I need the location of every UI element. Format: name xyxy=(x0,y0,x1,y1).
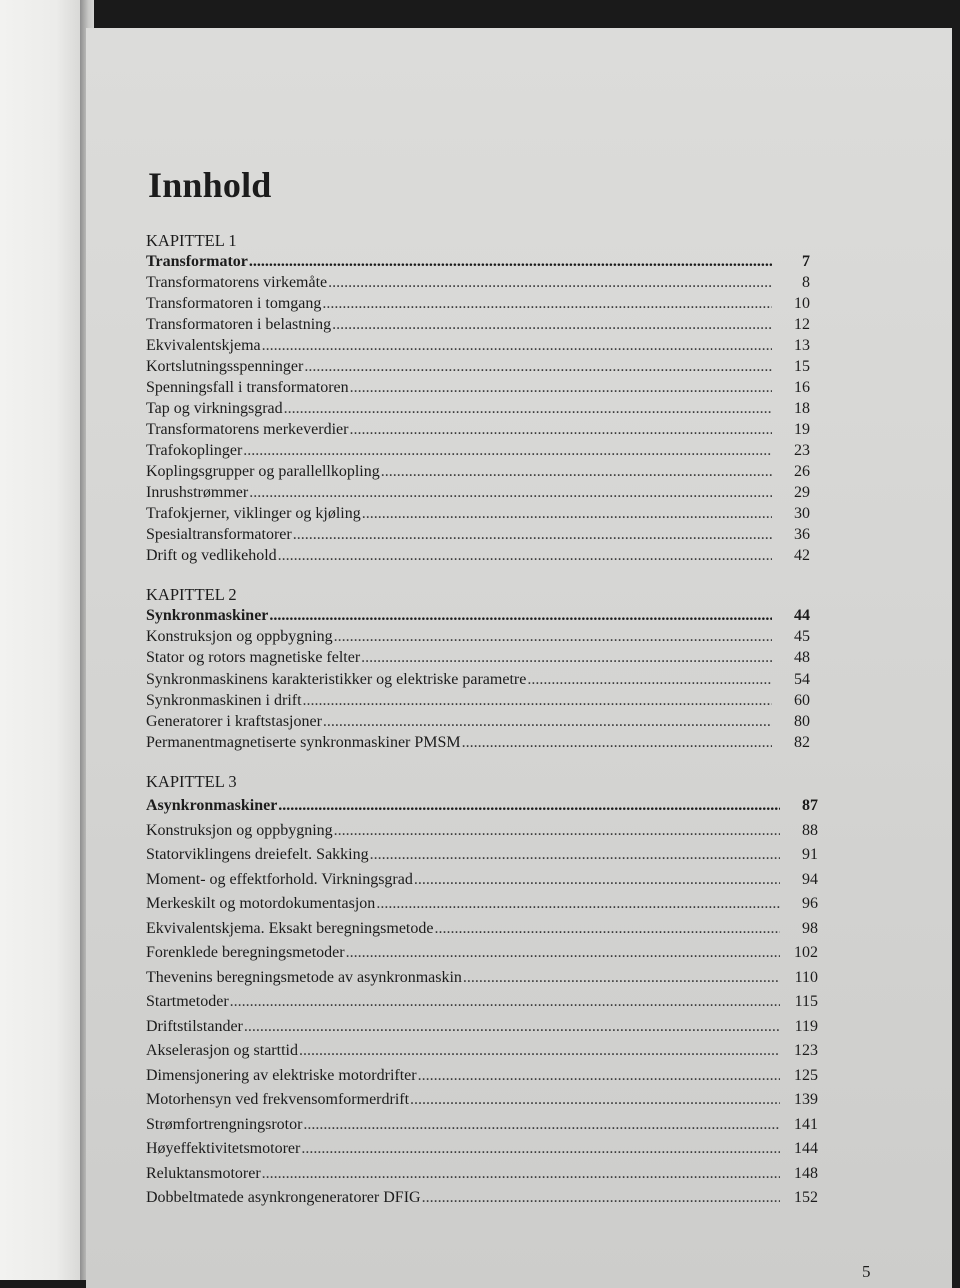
toc-entry-page: 26 xyxy=(794,463,810,480)
dot-leader xyxy=(346,944,780,962)
toc-entry xyxy=(146,1018,818,1036)
toc-entry-page: 10 xyxy=(794,295,810,312)
dot-leader xyxy=(332,316,772,334)
dot-leader xyxy=(361,649,772,667)
dot-leader xyxy=(269,607,772,625)
toc-entry xyxy=(146,421,810,439)
toc-entry xyxy=(146,379,810,397)
toc-entry-title: Startmetoder xyxy=(146,993,229,1010)
toc-entry xyxy=(146,358,810,376)
toc-entry xyxy=(146,1042,818,1060)
dot-leader xyxy=(293,526,772,544)
toc-entry xyxy=(146,295,810,313)
toc-entry-page: 23 xyxy=(794,442,810,459)
dot-leader xyxy=(376,895,780,913)
toc-entry xyxy=(146,337,810,355)
toc-entry-title: Dobbeltmatede asynkrongeneratorer DFIG xyxy=(146,1189,421,1206)
toc-entry-title: Stator og rotors magnetiske felter xyxy=(146,649,361,667)
toc-entry-page: 91 xyxy=(802,846,818,863)
dot-leader xyxy=(278,797,780,815)
toc-entry-title: Merkeskilt og motordokumentasjon xyxy=(146,895,376,912)
toc-entry-page: 18 xyxy=(794,400,810,417)
toc-entry-title: Konstruksjon og oppbygning xyxy=(146,628,333,646)
dot-leader xyxy=(381,463,772,481)
toc-entry xyxy=(146,649,810,667)
toc-entry xyxy=(146,316,810,334)
toc-entry-page: 48 xyxy=(794,649,810,667)
toc-entry-page: 125 xyxy=(794,1066,818,1084)
toc-entry-title: Ekvivalentskjema xyxy=(146,337,261,354)
dot-leader xyxy=(262,337,772,355)
toc-entry-page: 141 xyxy=(794,1115,818,1133)
toc-entry-title: Asynkronmaskiner xyxy=(146,797,278,814)
toc-entry-title: Trafokoplinger xyxy=(146,442,243,459)
toc-entry xyxy=(146,671,810,689)
toc-entry-title: Ekvivalentskjema. Eksakt beregningsmetode xyxy=(146,919,434,937)
toc-entry-page: 148 xyxy=(794,1164,818,1182)
dot-leader xyxy=(249,484,772,502)
toc-entry-title: Permanentmagnetiserte synkronmaskiner PMSM xyxy=(146,734,461,752)
toc-entry-title: Generatorer i kraftstasjoner xyxy=(146,713,322,730)
toc-entry xyxy=(146,1140,818,1158)
toc-entry-page: 119 xyxy=(794,1017,818,1035)
toc-entry-page: 87 xyxy=(802,797,818,814)
toc-entry xyxy=(146,713,810,731)
toc-entry-page: 144 xyxy=(794,1140,818,1157)
toc-entry xyxy=(146,1116,818,1134)
dot-leader xyxy=(410,1091,780,1109)
dot-leader xyxy=(303,1116,780,1134)
dot-leader xyxy=(462,734,772,752)
toc-entry-page: 30 xyxy=(794,505,810,522)
dot-leader xyxy=(334,822,780,840)
toc-entry xyxy=(146,734,810,752)
toc-entry-page: 44 xyxy=(794,607,810,624)
toc-entry-title: Koplingsgrupper og parallellkopling xyxy=(146,463,380,480)
dot-leader xyxy=(278,547,772,565)
toc-entry-title: Transformatoren i belastning xyxy=(146,316,332,333)
toc-entry xyxy=(146,1067,818,1085)
dot-leader xyxy=(362,505,772,523)
dot-leader xyxy=(244,1018,780,1036)
toc-entry-title: Transformatorens virkemåte xyxy=(146,274,328,291)
toc-entry xyxy=(146,463,810,481)
toc-entry-page: 60 xyxy=(794,691,810,709)
page-number: 5 xyxy=(862,1262,871,1281)
dot-leader xyxy=(304,358,772,376)
toc-entry-title: Synkronmaskinen i drift xyxy=(146,691,302,709)
toc-entry-page: 98 xyxy=(802,919,818,937)
toc-entry-title: Akselerasjon og starttid xyxy=(146,1042,298,1059)
dot-leader xyxy=(303,692,772,710)
toc-entry xyxy=(146,628,810,646)
toc-entry xyxy=(146,993,818,1011)
toc-entry-page: 29 xyxy=(794,484,810,501)
dot-leader xyxy=(422,1189,780,1207)
dot-leader xyxy=(243,442,772,460)
toc-entry xyxy=(146,526,810,544)
toc-entry-page: 45 xyxy=(794,628,810,646)
facing-page-edge xyxy=(0,0,80,1280)
dot-leader xyxy=(284,400,772,418)
toc-entry-title: Strømfortrengningsrotor xyxy=(146,1115,303,1133)
toc-entry-page: 15 xyxy=(794,358,810,375)
toc-entry xyxy=(146,547,810,565)
toc-entry-page: 42 xyxy=(794,547,810,564)
toc-entry xyxy=(146,969,818,987)
dot-leader xyxy=(328,274,772,292)
dot-leader xyxy=(349,421,772,439)
dot-leader xyxy=(414,871,780,889)
dot-leader xyxy=(299,1042,780,1060)
chapter-label: KAPITTEL 1 xyxy=(146,231,237,250)
dot-leader xyxy=(527,671,772,689)
chapter-title-entry xyxy=(146,607,810,625)
toc-entry xyxy=(146,400,810,418)
toc-entry-page: 102 xyxy=(794,944,818,961)
dot-leader xyxy=(323,713,772,731)
toc-entry xyxy=(146,1165,818,1183)
toc-entry xyxy=(146,944,818,962)
chapter-label: KAPITTEL 3 xyxy=(146,772,237,791)
chapter-title-entry xyxy=(146,253,810,271)
toc-entry-page: 12 xyxy=(794,316,810,333)
toc-entry-title: Trafokjerner, viklinger og kjøling xyxy=(146,505,361,522)
toc-entry-title: Synkronmaskiner xyxy=(146,607,269,624)
toc-entry-page: 80 xyxy=(794,713,810,730)
toc-entry-page: 96 xyxy=(802,895,818,912)
dot-leader xyxy=(249,253,772,271)
toc-entry xyxy=(146,822,818,840)
toc-entry-title: Spesialtransformatorer xyxy=(146,526,292,543)
toc-entry-page: 82 xyxy=(794,734,810,752)
toc-entry-page: 123 xyxy=(794,1042,818,1059)
toc-entry-title: Drift og vedlikehold xyxy=(146,547,277,564)
dot-leader xyxy=(262,1165,780,1183)
toc-entry-page: 13 xyxy=(794,337,810,354)
toc-entry-title: Transformatorens merkeverdier xyxy=(146,421,349,438)
toc-entry-page: 88 xyxy=(802,821,818,839)
toc-entry-title: Kortslutningsspenninger xyxy=(146,358,304,375)
toc-entry-page: 139 xyxy=(794,1091,818,1108)
toc-entry-title: Transformator xyxy=(146,253,248,270)
toc-entry xyxy=(146,692,810,710)
toc-entry xyxy=(146,846,818,864)
toc-entry-title: Thevenins beregningsmetode av asynkronmaskin xyxy=(146,968,462,986)
dot-leader xyxy=(463,969,780,987)
toc-entry-page: 36 xyxy=(794,526,810,543)
toc-entry-page: 152 xyxy=(794,1189,818,1206)
toc-entry xyxy=(146,505,810,523)
toc-entry-title: Driftstilstander xyxy=(146,1017,243,1035)
chapter-title-entry xyxy=(146,797,818,815)
toc-entry xyxy=(146,274,810,292)
dot-leader xyxy=(350,379,772,397)
toc-entry-title: Transformatoren i tomgang xyxy=(146,295,322,312)
toc-entry-page: 16 xyxy=(794,379,810,396)
toc-entry-title: Motorhensyn ved frekvensomformerdrift xyxy=(146,1091,410,1108)
dot-leader xyxy=(418,1067,780,1085)
toc-entry-page: 8 xyxy=(802,274,810,291)
toc-entry-page: 115 xyxy=(794,993,818,1010)
dot-leader xyxy=(322,295,772,313)
toc-entry-page: 7 xyxy=(802,253,810,270)
toc-entry-title: Statorviklingens dreiefelt. Sakking xyxy=(146,846,369,863)
toc-entry-title: Spenningsfall i transformatoren xyxy=(146,379,349,396)
toc-entry-title: Synkronmaskinens karakteristikker og elektriske parametre xyxy=(146,670,527,688)
dot-leader xyxy=(334,628,772,646)
toc-entry-title: Høyeffektivitetsmotorer xyxy=(146,1140,301,1157)
toc-entry xyxy=(146,1091,818,1109)
page-title: Innhold xyxy=(148,165,272,205)
toc-entry xyxy=(146,895,818,913)
toc-entry xyxy=(146,484,810,502)
toc-entry-page: 54 xyxy=(794,670,810,688)
toc-entry-title: Dimensjonering av elektriske motordrifter xyxy=(146,1066,417,1084)
toc-entry-page: 19 xyxy=(794,421,810,438)
toc-entry-title: Konstruksjon og oppbygning xyxy=(146,821,333,839)
toc-entry-page: 110 xyxy=(794,968,818,986)
toc-entry-title: Moment- og effektforhold. Virkningsgrad xyxy=(146,870,413,888)
toc-entry xyxy=(146,920,818,938)
chapter-label: KAPITTEL 2 xyxy=(146,585,237,604)
dot-leader xyxy=(370,846,780,864)
toc-entry xyxy=(146,442,810,460)
dot-leader xyxy=(434,920,780,938)
toc-entry-title: Reluktansmotorer xyxy=(146,1164,261,1182)
toc-entry-title: Tap og virkningsgrad xyxy=(146,400,283,417)
toc-entry xyxy=(146,871,818,889)
toc-entry-title: Inrushstrømmer xyxy=(146,484,249,501)
toc-entry-page: 94 xyxy=(802,870,818,888)
dot-leader xyxy=(230,993,780,1011)
toc-entry xyxy=(146,1189,818,1207)
toc-entry-title: Forenklede beregningsmetoder xyxy=(146,944,345,961)
dot-leader xyxy=(301,1140,780,1158)
